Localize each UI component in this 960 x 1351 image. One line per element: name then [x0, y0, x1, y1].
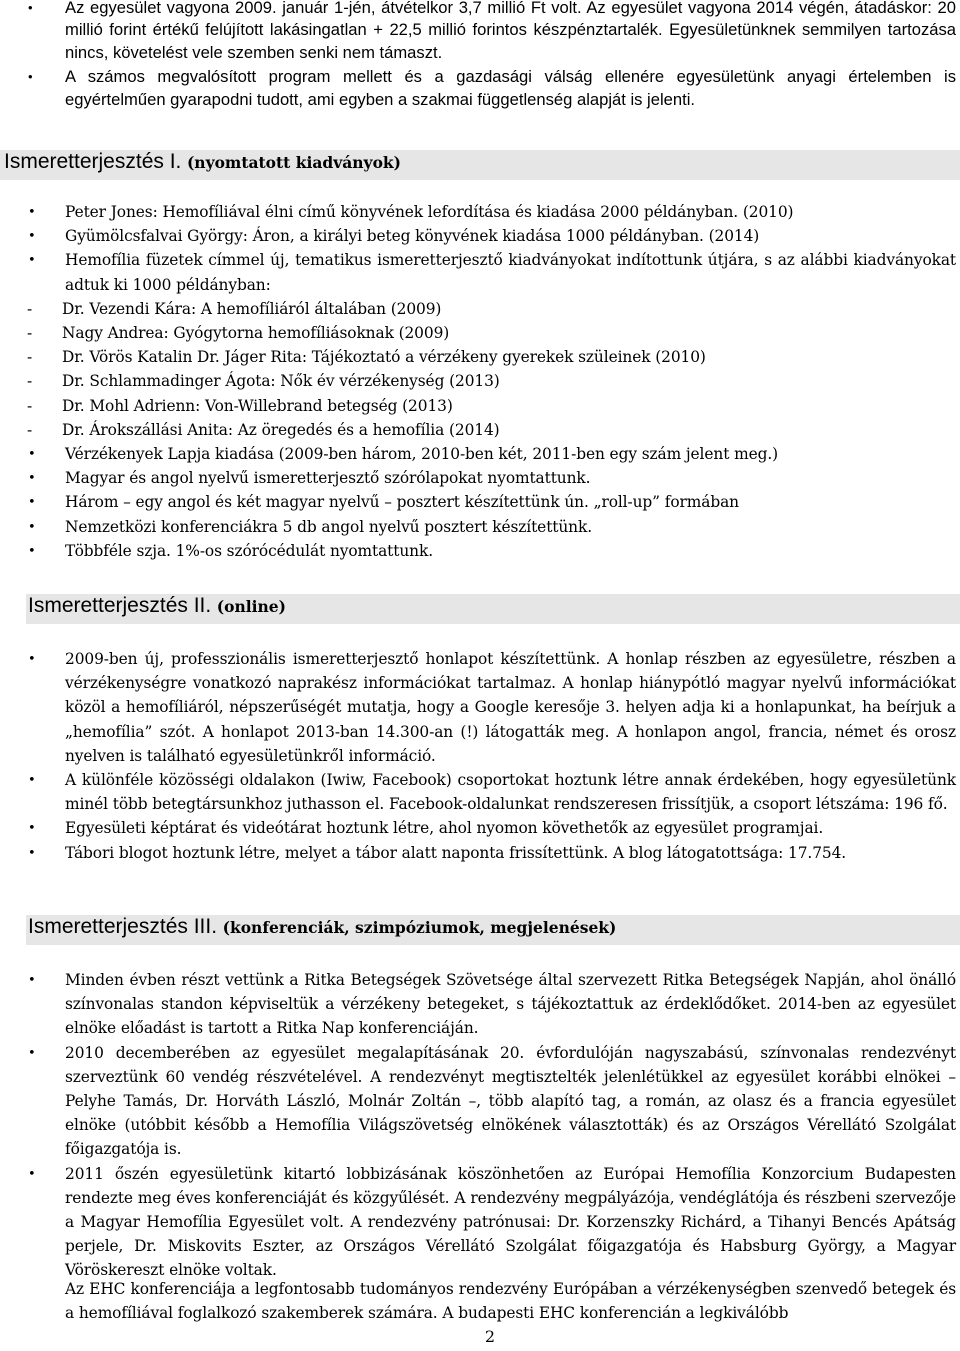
dash-icon: - [27, 396, 33, 415]
list-item [0, 224, 960, 248]
bullet-icon: • [28, 1045, 36, 1061]
item-text: Dr. Árokszállási Anita: Az öregedés és a hemofília (2014) [62, 420, 500, 439]
section2-bullet-list [0, 647, 960, 865]
item-text: Többféle szja. 1%-os szórócédulát nyomtattunk. [65, 541, 433, 560]
bullet-icon: • [28, 471, 36, 487]
bullet-icon: • [28, 845, 36, 861]
intro-bullet-list [0, 0, 960, 111]
bullet-icon: • [28, 447, 36, 463]
item-text: 2011 őszén egyesületünk kitartó lobbizásának köszönhetően az Európai Hemofília Konzorcium Budapesten rendezte meg éves konferenciáját és közgyűlését. A rendezvény megpályázója, vendéglátója és részbeni szervezője a Magyar Hemofília Egyesület volt. A rendezvény patrónusai: Dr. Korzenszky Richárd, a Tihanyi Bencés Apátság perjele, Dr. Miskovits Eszter, az Országos Vérellátó Szolgálat főigazgatója és Habsburg György, a Magyar Vöröskereszt elnöke voltak. [65, 1164, 956, 1280]
list-item [0, 768, 960, 816]
bullet-icon: • [28, 229, 36, 245]
item-text: Dr. Vezendi Kára: A hemofíliáról általában (2009) [62, 299, 442, 318]
item-text: Tábori blogot hoztunk létre, melyet a tábor alatt naponta frissítettünk. A blog látogatottsága: 17.754. [65, 843, 847, 862]
bullet-icon: • [28, 973, 36, 988]
item-text: A különféle közösségi oldalakon (Iwiw, Facebook) csoportokat hoztunk létre annak érdekében, hogy egyesületünk minél több betegtársunkhoz juthasson el. Facebook-oldalunkat rendszeresen frissítjük, a csoport létszáma: 196 fő. [65, 771, 956, 814]
dash-icon: - [27, 348, 33, 367]
dash-icon: - [27, 372, 33, 391]
bullet-icon: • [28, 0, 33, 15]
list-item [0, 321, 956, 345]
list-item [0, 0, 960, 64]
section-subtitle: (konferenciák, szimpóziumok, megjelenések) [222, 918, 617, 937]
item-text: Minden évben részt vettünk a Ritka Betegségek Szövetsége által szervezett Ritka Betegségek Napján, ahol önálló színvonalas standon képviseltük a vérzékeny betegeket, s tájékoztattuk az érdeklődőket. 2014-ben az egyesület elnöke előadást is tartott a Ritka Nap konferenciáján. [65, 971, 956, 1038]
intro-bullet-text: A számos megvalósított program mellett és a gazdasági válság ellenére egyesületünk anyagi értelemben is egyértelműen gyarapodni tudott, ami egyben a szakmai függetlenség alapját is jelenti. [65, 67, 956, 109]
item-text: Gyümölcsfalvai György: Áron, a királyi beteg könyvének kiadása 1000 példányban. (2014) [65, 227, 760, 246]
section-heading-1 [0, 150, 960, 180]
bullet-icon: • [28, 821, 36, 837]
item-text: Peter Jones: Hemofíliával élni című könyvének lefordítása és kiadása 2000 példányban. (2010) [65, 203, 794, 221]
list-item [0, 297, 956, 321]
list-item [0, 816, 960, 840]
item-text: Dr. Vörös Katalin Dr. Jáger Rita: Tájékoztató a vérzékeny gyerekek szüleinek (2010) [62, 348, 706, 367]
item-text: Dr. Mohl Adrienn: Von-Willebrand betegség (2013) [62, 396, 453, 415]
bullet-icon: • [28, 519, 36, 535]
item-text: Vérzékenyek Lapja kiadása (2009-ben három, 2010-ben két, 2011-ben egy szám jelent meg.) [65, 445, 779, 464]
dash-list [0, 297, 956, 442]
dash-icon: - [27, 324, 33, 343]
item-text: Magyar és angol nyelvű ismeretterjesztő szórólapokat nyomtattunk. [65, 469, 591, 488]
list-item [0, 394, 956, 418]
dash-icon: - [27, 420, 33, 439]
list-item [0, 442, 960, 466]
list-item [0, 418, 956, 442]
list-item [0, 345, 956, 369]
item-text: Nemzetközi konferenciákra 5 db angol nyelvű posztert készítettünk. [65, 517, 593, 536]
section-title: Ismeretterjesztés I. [4, 150, 182, 173]
list-item [0, 248, 960, 442]
list-item [0, 200, 960, 224]
section-subtitle: (online) [216, 597, 286, 616]
item-text: Hemofília füzetek címmel új, tematikus ismeretterjesztő kiadványokat indítottunk útjára, s az alábbi kiadványokat adtuk ki 1000 példányban: [65, 251, 956, 294]
bullet-icon: • [28, 69, 33, 85]
list-item [0, 515, 960, 539]
item-text: Egyesületi képtárat és videótárat hoztunk létre, ahol nyomon követhetők az egyesület programjai. [65, 819, 824, 838]
bullet-icon: • [28, 1166, 36, 1182]
list-item [0, 490, 960, 514]
list-item [0, 968, 960, 1041]
bullet-icon: • [28, 205, 36, 220]
section-title: Ismeretterjesztés II. [28, 594, 212, 617]
list-item [0, 647, 960, 768]
list-item [0, 66, 960, 111]
item-text: Dr. Schlammadinger Ágota: Nők év vérzékenység (2013) [62, 372, 500, 391]
section-heading-2 [26, 594, 960, 624]
intro-bullet-text: Az egyesület vagyona 2009. január 1-jén, átvételkor 3,7 millió Ft volt. Az egyesület vagyona 2014 végén, átadáskor: 20 millió forint értékű felújított lakásingatlan + 22,5 millió forintos készpénztartalék. Egyesületünknek semmilyen tartozása nincs, követelést vele szemben senki nem támaszt. [65, 0, 956, 62]
item-text: Három – egy angol és két magyar nyelvű – posztert készítettünk ún. „roll-up” formában [65, 493, 739, 512]
trailing-paragraph: Az EHC konferenciája a legfontosabb tudományos rendezvény Európában a vérzékenységben szenvedő betegek és a hemofíliával foglalkozó szakemberek számára. A budapesti EHC konferencián a legkiválóbb [65, 1280, 956, 1323]
list-item [0, 466, 960, 490]
section-heading-3 [26, 915, 960, 945]
item-text: 2010 decemberében az egyesület megalapításának 20. évfordulóján nagyszabású, színvonalas rendezvényt szerveztünk 60 vendég részvételével. A rendezvényt megtisztelték jelenlétükkel az egyesület korábbi elnökei – Pelyhe Tamás, Dr. Horváth László, Molnár Zoltán –, több alapító tag, a román, az olasz és a francia egyesület elnöke (utóbbit később a Hemofília Világszövetség elnökének választották) és az Országos Vérellátó Szolgálat főigazgatója is. [65, 1043, 956, 1159]
item-text: Nagy Andrea: Gyógytorna hemofíliásoknak (2009) [62, 324, 450, 343]
list-item [0, 1162, 960, 1283]
list-item [0, 369, 956, 393]
item-text: 2009-ben új, professzionális ismeretterjesztő honlapot készítettünk. A honlap részben az egyesületre, részben a vérzékenységre vonatkozó naprakész információkat tartalmaz. A honlap hiánypótló magyar nyelvű információkat közöl a hemofíliáról, népszerűségét mutatja, hogy a Google keresője 3. helyen adja ki a honlapunkat, ha beírjuk a „hemofília” szót. A honlapot 2013-ban 14.300-an (!) látogatták meg. A honlapon angol, francia, német és orosz nyelven is található egyesületünkről információ. [65, 650, 956, 765]
bullet-icon: • [28, 773, 36, 789]
bullet-icon: • [28, 543, 36, 559]
section-title: Ismeretterjesztés III. [28, 915, 218, 938]
section1-bullet-list [0, 200, 960, 563]
list-item [0, 539, 960, 563]
bullet-icon: • [28, 652, 36, 667]
bullet-icon: • [28, 495, 36, 511]
section-subtitle: (nyomtatott kiadványok) [186, 153, 401, 172]
bullet-icon: • [28, 253, 36, 269]
dash-icon: - [27, 299, 33, 318]
page-number: 2 [484, 1327, 496, 1346]
list-item [0, 841, 960, 865]
list-item [0, 1041, 960, 1162]
section3-bullet-list [0, 968, 960, 1283]
